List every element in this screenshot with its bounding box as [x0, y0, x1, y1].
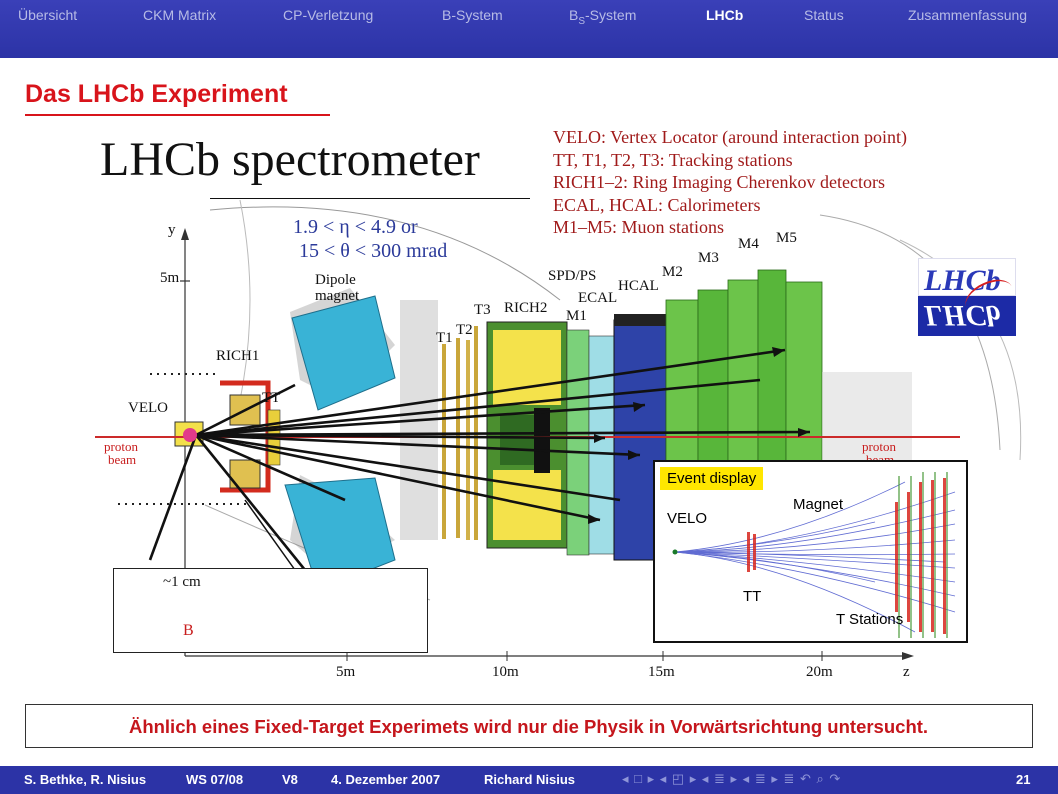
zoom-inset: [113, 568, 428, 653]
event-label-magnet: Magnet: [793, 496, 844, 513]
nav-b-system[interactable]: B-System: [442, 7, 503, 23]
event-display-tag: Event display: [660, 467, 763, 490]
legend-line-calorimeters: ECAL, HCAL: Calorimeters: [553, 194, 761, 215]
axis-tick-z-5m: 5m: [336, 664, 356, 680]
label-m4: M4: [738, 236, 759, 252]
nav-bs-system[interactable]: [569, 7, 636, 27]
label-one-cm: ~1 cm: [163, 574, 201, 590]
lhcb-logo: [918, 258, 1016, 336]
event-label-tt: TT: [743, 588, 762, 605]
nav-zusammenfassung[interactable]: Zusammenfassung: [908, 7, 1028, 23]
label-t1: T1: [436, 330, 453, 346]
acceptance-eta: 1.9 < η < 4.9 or: [293, 216, 418, 238]
nav-lhcb[interactable]: LHCb: [706, 7, 744, 23]
label-hcal: HCAL: [618, 278, 659, 294]
nav-bs-subscript: S: [578, 16, 586, 27]
acceptance-theta: 15 < θ < 300 mrad: [299, 240, 448, 262]
nav-bs-suffix: -System: [585, 7, 637, 23]
label-m5: M5: [776, 230, 797, 246]
label-dipole: Dipole: [315, 272, 356, 288]
label-proton-right: proton: [862, 439, 896, 454]
label-velo: VELO: [128, 400, 168, 416]
footer-date: 4. Dezember 2007: [331, 772, 441, 787]
nav-cp-verletzung[interactable]: CP-Verletzung: [283, 7, 374, 23]
logo-mirror-text: LHCb: [924, 299, 1001, 332]
spectrometer-heading: LHCb spectrometer: [100, 133, 480, 186]
nav-bs-b: B: [569, 7, 579, 23]
beamer-navigation-icons[interactable]: ◂ □ ▸ ◂ ◰ ▸ ◂ ≣ ▸ ◂ ≣ ▸ ≣ ↶ ⌕ ↷: [622, 771, 842, 786]
logo-text: LHCb: [924, 264, 1001, 297]
legend-line-muon: M1–M5: Muon stations: [553, 217, 725, 237]
axis-tick-z-10m: 10m: [492, 664, 519, 680]
label-b-meson: B: [183, 622, 194, 639]
event-label-velo: VELO: [667, 510, 708, 527]
event-label-t-stations: T Stations: [836, 611, 904, 628]
footer-lecture: V8: [282, 772, 298, 787]
label-t2: T2: [456, 322, 473, 338]
legend-line-rich: RICH1–2: Ring Imaging Cherenkov detectors: [553, 172, 885, 192]
label-beam-left: beam: [108, 452, 137, 467]
label-m1: M1: [566, 308, 587, 324]
axis-tick-z-20m: 20m: [806, 664, 833, 680]
nav-status[interactable]: Status: [804, 7, 844, 23]
label-rich2: RICH2: [504, 300, 548, 316]
axis-label-y: y: [168, 222, 176, 238]
summary-text: Ähnlich eines Fixed-Target Experimets wird nur die Physik in Vorwärtsrichtung untersucht.: [128, 716, 929, 737]
label-proton-left: proton: [104, 439, 138, 454]
label-magnet: magnet: [315, 288, 360, 304]
title-underline: [25, 114, 330, 116]
axis-tick-y-5m: 5m: [160, 270, 180, 286]
nav-ckm-matrix[interactable]: CKM Matrix: [143, 7, 217, 23]
axis-tick-z-15m: 15m: [648, 664, 675, 680]
detector-legend: [553, 126, 907, 239]
summary-box: [25, 704, 1033, 748]
page-number: 21: [1016, 772, 1031, 787]
footer-speaker: Richard Nisius: [484, 772, 576, 787]
footer-bar: [0, 766, 1058, 794]
footer-semester: WS 07/08: [186, 772, 244, 787]
top-navigation: [0, 0, 1058, 58]
label-m3: M3: [698, 250, 719, 266]
label-ecal: ECAL: [578, 290, 618, 306]
heading-rule: [210, 198, 530, 199]
acceptance-text: [293, 215, 447, 263]
footer-authors: S. Bethke, R. Nisius: [24, 772, 147, 787]
label-tt: TT: [262, 390, 281, 406]
legend-line-tracking: TT, T1, T2, T3: Tracking stations: [553, 149, 793, 170]
label-t3: T3: [474, 302, 491, 318]
label-spd-ps: SPD/PS: [548, 268, 597, 284]
legend-line-velo: VELO: Vertex Locator (around interaction point): [553, 127, 908, 147]
slide-title: Das LHCb Experiment: [25, 80, 288, 108]
nav-uebersicht[interactable]: Übersicht: [18, 7, 78, 23]
axis-label-z: z: [903, 664, 910, 680]
label-rich1: RICH1: [216, 348, 260, 364]
label-m2: M2: [662, 264, 683, 280]
